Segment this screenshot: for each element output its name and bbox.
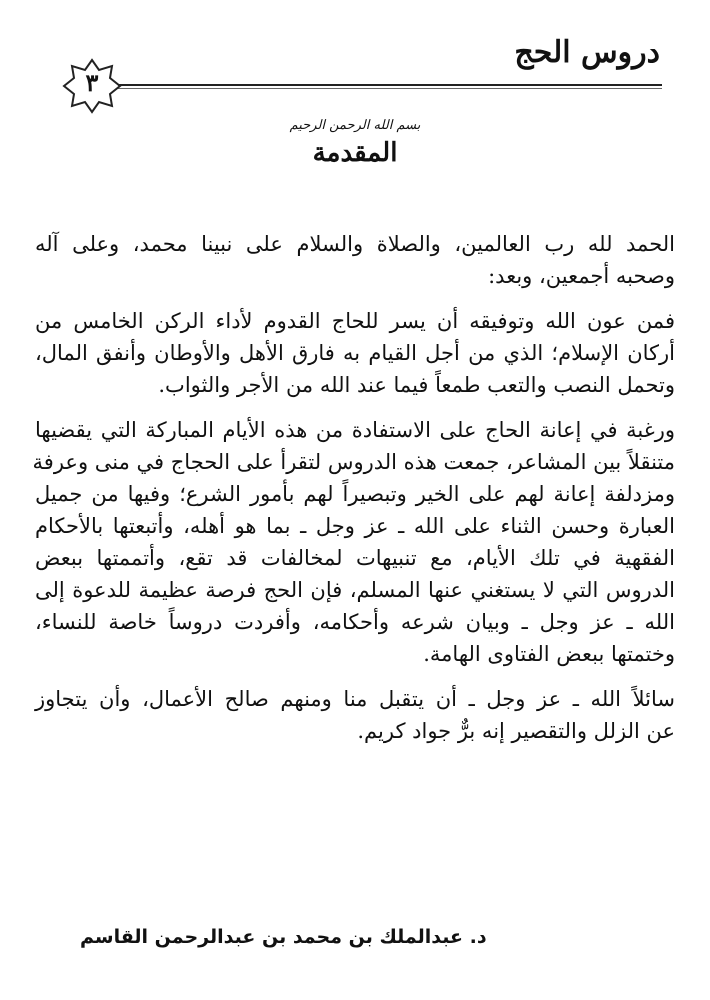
author-signature: د. عبدالملك بن محمد بن عبدالرحمن القاسم [80,926,487,948]
page-heading: المقدمة [312,138,398,168]
paragraph [35,305,675,401]
body-text [32,228,675,747]
header-rule [118,84,662,89]
text-line: العبارة وحسن الثناء على الله ـ عز وجل ـ بما هو أهله، وأتبعتها بالأحكام [35,514,675,538]
text-line: وختمتها ببعض الفتاوى الهامة. [423,642,675,666]
text-line: وتحمل النصب والتعب طمعاً فيما عند الله من الأجر والثواب. [158,373,675,397]
text-line: ورغبة في إعانة الحاج على الاستفادة من هذه الأيام المباركة التي يقضيها [35,418,675,442]
text-line: أركان الإسلام؛ الذي من أجل القيام به فارق الأهل والأوطان وأنفق المال، [35,341,675,365]
text-line: الدروس التي لا يستغني عنها المسلم، فإن الحج فرصة عظيمة للدعوة إلى [35,578,675,602]
text-line: ومزدلفة إعانة لهم على الخير وتبصيراً لهم بأمور الشرع؛ وفيها من جميل [35,482,675,506]
text-line: الله ـ عز وجل ـ وبيان شرعه وأحكامه، وأفردت دروساً خاصة للنساء، [35,610,675,634]
paragraph [32,414,675,670]
running-title: دروس الحج [514,35,660,70]
text-line: سائلاً الله ـ عز وجل ـ أن يتقبل منا ومنهم صالح الأعمال، وأن يتجاوز [35,687,675,711]
text-line: الحمد لله رب العالمين، والصلاة والسلام على نبينا محمد، وعلى آله [35,232,675,256]
paragraph [35,683,675,747]
basmala: بسم الله الرحمن الرحيم [289,118,421,133]
text-line: الفقهية في تلك الأيام، مع تنبيهات لمخالفات قد تقع، وأتممتها ببعض [35,546,675,570]
paragraph [35,228,675,292]
text-line: عن الزلل والتقصير إنه برٌّ جواد كريم. [357,719,675,743]
text-line: وصحبه أجمعين، وبعد: [488,264,675,288]
page-number: ٣ [85,68,99,97]
text-line: فمن عون الله وتوفيقه أن يسر للحاج القدوم لأداء الركن الخامس من [35,309,675,333]
text-line: متنقلاً بين المشاعر، جمعت هذه الدروس لتقرأ على الحجاج في منى وعرفة [32,450,675,474]
